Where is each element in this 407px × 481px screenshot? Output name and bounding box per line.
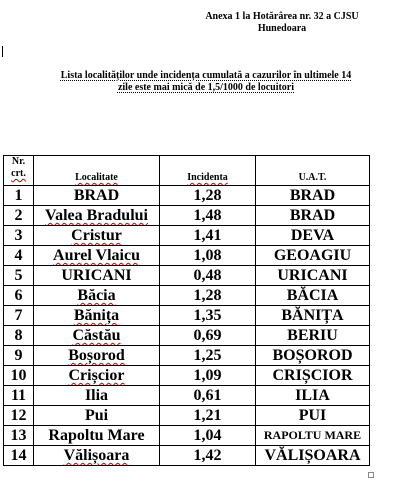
- cell-incidenta[interactable]: 1,48: [160, 206, 256, 226]
- header-crt-label: crt.: [11, 168, 26, 179]
- table-row: [4, 226, 370, 246]
- cell-incidenta[interactable]: 0,69: [160, 326, 256, 346]
- cell-uat[interactable]: GEOAGIU: [256, 246, 370, 266]
- localitate-text: Valea Bradului: [45, 207, 148, 224]
- cell-incidenta[interactable]: 1,09: [160, 366, 256, 386]
- document-title: [36, 70, 376, 94]
- localitate-text: Bănița: [73, 307, 120, 324]
- cell-localitate[interactable]: Ilia: [34, 386, 160, 406]
- cell-nr[interactable]: 12: [4, 406, 34, 426]
- cell-localitate[interactable]: [34, 286, 160, 306]
- table-row: [4, 366, 370, 386]
- table-row: [4, 246, 370, 266]
- header-localitate[interactable]: [34, 156, 160, 186]
- cell-nr[interactable]: 2: [4, 206, 34, 226]
- cell-nr[interactable]: 11: [4, 386, 34, 406]
- table-row: [4, 406, 370, 426]
- table-row: [4, 426, 370, 446]
- cell-nr[interactable]: 4: [4, 246, 34, 266]
- cell-nr[interactable]: 13: [4, 426, 34, 446]
- cell-uat[interactable]: BOȘOROD: [256, 346, 370, 366]
- cell-incidenta[interactable]: 1,28: [160, 186, 256, 206]
- header-uat-label: U.A.T.: [298, 172, 327, 183]
- title-line-1: Lista localităților unde incidența cumulată a cazurilor în ultimele 14: [60, 70, 352, 81]
- annex-line-2: Hunedoara: [257, 23, 307, 34]
- cell-uat[interactable]: PUI: [256, 406, 370, 426]
- cell-nr[interactable]: 1: [4, 186, 34, 206]
- table-row: [4, 326, 370, 346]
- cell-uat[interactable]: BERIU: [256, 326, 370, 346]
- cell-localitate[interactable]: [34, 206, 160, 226]
- cell-incidenta[interactable]: 1,35: [160, 306, 256, 326]
- title-line-2: zile este mai mică de 1,5/1000 de locuitori: [117, 82, 295, 93]
- header-localitate-label: Localitate: [75, 172, 118, 183]
- cell-incidenta[interactable]: 0,61: [160, 386, 256, 406]
- localities-table[interactable]: [3, 155, 370, 466]
- annex-line-1: Anexa 1 la Hotărârea nr. 32 a CJSU: [205, 11, 359, 22]
- cell-nr[interactable]: 14: [4, 446, 34, 466]
- header-incidenta[interactable]: [160, 156, 256, 186]
- cell-nr[interactable]: 7: [4, 306, 34, 326]
- header-nr-label: Nr.: [11, 156, 26, 167]
- cell-uat[interactable]: URICANI: [256, 266, 370, 286]
- table-row: [4, 306, 370, 326]
- header-uat[interactable]: [256, 156, 370, 186]
- localitate-text: Aurel Vlaicu: [53, 247, 140, 264]
- localitate-text: Cristur: [71, 227, 122, 244]
- cell-localitate[interactable]: [34, 306, 160, 326]
- header-nr-crt[interactable]: [4, 156, 34, 186]
- cell-incidenta[interactable]: 1,21: [160, 406, 256, 426]
- cell-uat[interactable]: BRAD: [256, 186, 370, 206]
- table-row: [4, 206, 370, 226]
- cell-localitate[interactable]: [34, 226, 160, 246]
- cell-localitate[interactable]: [34, 446, 160, 466]
- cell-uat[interactable]: BRAD: [256, 206, 370, 226]
- table-header-row: [4, 156, 370, 186]
- cell-uat[interactable]: CRIȘCIOR: [256, 366, 370, 386]
- table-row: [4, 346, 370, 366]
- cell-incidenta[interactable]: 1,04: [160, 426, 256, 446]
- table-row: [4, 266, 370, 286]
- cell-nr[interactable]: 10: [4, 366, 34, 386]
- cell-localitate[interactable]: [34, 326, 160, 346]
- cell-nr[interactable]: 5: [4, 266, 34, 286]
- table-resize-handle[interactable]: [368, 472, 374, 478]
- cell-uat[interactable]: VĂLIȘOARA: [256, 446, 370, 466]
- cell-nr[interactable]: 3: [4, 226, 34, 246]
- table-row: [4, 286, 370, 306]
- cell-incidenta[interactable]: 1,28: [160, 286, 256, 306]
- text-cursor: [2, 46, 3, 57]
- annex-reference: [172, 11, 392, 35]
- cell-incidenta[interactable]: 1,08: [160, 246, 256, 266]
- cell-incidenta[interactable]: 1,42: [160, 446, 256, 466]
- localitate-text: Boșorod: [68, 347, 125, 364]
- header-incidenta-label: Incidenta: [187, 172, 228, 183]
- cell-localitate[interactable]: [34, 366, 160, 386]
- cell-incidenta[interactable]: 1,25: [160, 346, 256, 366]
- table-row: [4, 386, 370, 406]
- table-row: [4, 186, 370, 206]
- cell-nr[interactable]: 8: [4, 326, 34, 346]
- cell-localitate[interactable]: Rapoltu Mare: [34, 426, 160, 446]
- cell-uat[interactable]: RAPOLTU MARE: [256, 426, 370, 446]
- cell-uat[interactable]: ILIA: [256, 386, 370, 406]
- cell-incidenta[interactable]: 0,48: [160, 266, 256, 286]
- localitate-text: Băcia: [77, 287, 116, 304]
- cell-localitate[interactable]: Pui: [34, 406, 160, 426]
- cell-uat[interactable]: BĂCIA: [256, 286, 370, 306]
- cell-uat[interactable]: BĂNIȚA: [256, 306, 370, 326]
- localitate-text: Vălișoara: [63, 447, 130, 464]
- cell-incidenta[interactable]: 1,41: [160, 226, 256, 246]
- cell-localitate[interactable]: URICANI: [34, 266, 160, 286]
- cell-uat[interactable]: DEVA: [256, 226, 370, 246]
- cell-localitate[interactable]: [34, 346, 160, 366]
- localitate-text: Crișcior: [68, 367, 125, 384]
- cell-nr[interactable]: 6: [4, 286, 34, 306]
- localitate-text: Căstău: [72, 327, 121, 344]
- table-row: [4, 446, 370, 466]
- cell-localitate[interactable]: [34, 246, 160, 266]
- cell-nr[interactable]: 9: [4, 346, 34, 366]
- cell-localitate[interactable]: BRAD: [34, 186, 160, 206]
